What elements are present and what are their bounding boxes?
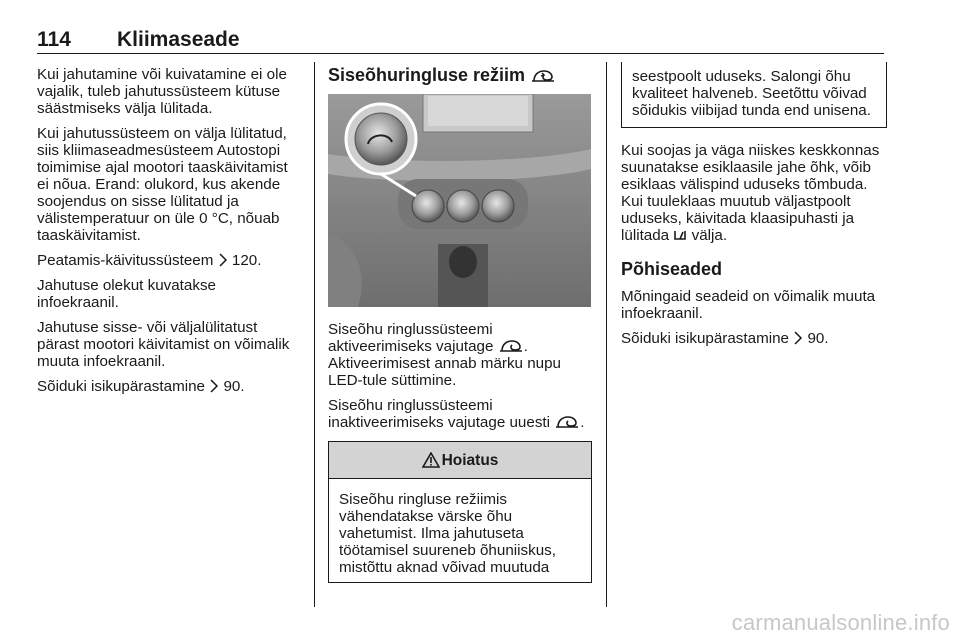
warning-body: Siseõhu ringluse režiimis vähendatakse värske õhu vahetumist. Ilma jahutuseta töötamisel suureneb õhuniiskus, mistõttu aknad võivad muutuda xyxy=(339,491,556,576)
text: . Aktiveerimisest annab märku nupu LED-tule süttimine. xyxy=(328,338,561,389)
column-divider-2 xyxy=(606,62,607,607)
section-heading: Põhiseaded xyxy=(621,259,723,279)
column-divider-1 xyxy=(314,62,315,607)
reference-text: Sõiduki isikupärastamine xyxy=(37,378,205,395)
paragraph: Kui jahutamine või kuivatamine ei ole vajalik, tuleb jahutussüsteem kütuse säästmiseks välja lülitada. xyxy=(37,66,287,117)
paragraph xyxy=(328,321,593,389)
page-number: 114 xyxy=(37,28,71,51)
paragraph: Jahutuse olekut kuvatakse infoekraanil. xyxy=(37,277,216,311)
recirculation-icon xyxy=(530,68,556,84)
text: Kui soojas ja väga niiskes keskkonnas suunatakse esiklaasile jahe õhk, võib esiklaas välispind uduseks tõmbuda. Kui tuuleklaas muutub väljastpoolt uduseks, käivitada klaasipuhasti ja lülitada xyxy=(621,142,880,244)
cross-reference xyxy=(37,378,301,395)
cross-reference xyxy=(621,330,887,347)
paragraph xyxy=(328,397,593,431)
header-rule xyxy=(37,53,884,54)
section-heading xyxy=(328,64,593,86)
page-title: Kliimaseade xyxy=(117,28,240,51)
warning-box xyxy=(328,441,592,583)
warning-title: Hoiatus xyxy=(441,451,499,469)
recirculation-icon xyxy=(554,414,580,430)
column-3 xyxy=(621,66,887,355)
column-2 xyxy=(328,64,593,583)
page-header xyxy=(37,28,240,52)
reference-text: Sõiduki isikupärastamine xyxy=(621,330,789,347)
text: Siseõhu ringlussüsteemi inaktiveerimiseks vajutage uuesti xyxy=(328,397,551,431)
paragraph: Mõningaid seadeid on võimalik muuta infoekraanil. xyxy=(621,288,876,322)
paragraph: Jahutuse sisse- või väljalülitatust pärast mootori käivitamist on võimalik muuta infoekraanil. xyxy=(37,319,290,370)
cross-reference xyxy=(37,252,301,269)
section-heading-text: Siseõhuringluse režiim xyxy=(328,65,526,85)
reference-text: Peatamis-käivitussüsteem xyxy=(37,252,214,269)
column-1 xyxy=(37,66,301,403)
page-reference-arrow-icon xyxy=(793,331,803,345)
climate-control-photo xyxy=(328,94,591,307)
text: Siseõhu ringlussüsteemi aktiveerimiseks vajutage xyxy=(328,321,494,355)
warning-header xyxy=(329,442,591,479)
warning-triangle-icon xyxy=(422,452,440,468)
recirculation-icon xyxy=(498,338,524,354)
text: . xyxy=(580,414,585,431)
warning-box-continued: seestpoolt uduseks. Salongi õhu kvaliteet halveneb. Seetõttu võivad sõidukis viibijad tunda end unisena. xyxy=(621,62,887,128)
page-reference-arrow-icon xyxy=(209,379,219,393)
paragraph: Kui jahutussüsteem on välja lülitatud, siis kliimaseadmesüsteem Autostopi toimimise ajal mootori taaskäivitamist ei nõua. Erand: olukord, kus akende soojendus on sisse lülitatud ja välistemperatuur on üle 0 °C, nõuab taaskäivitamist. xyxy=(37,125,288,244)
wiper-icon xyxy=(673,228,687,242)
reference-page: 120. xyxy=(231,252,262,269)
page-reference-arrow-icon xyxy=(218,253,228,267)
paragraph xyxy=(621,142,887,244)
reference-page: 90. xyxy=(807,330,829,347)
watermark: carmanualsonline.info xyxy=(731,610,950,635)
text: välja. xyxy=(691,227,728,244)
reference-page: 90. xyxy=(223,378,245,395)
